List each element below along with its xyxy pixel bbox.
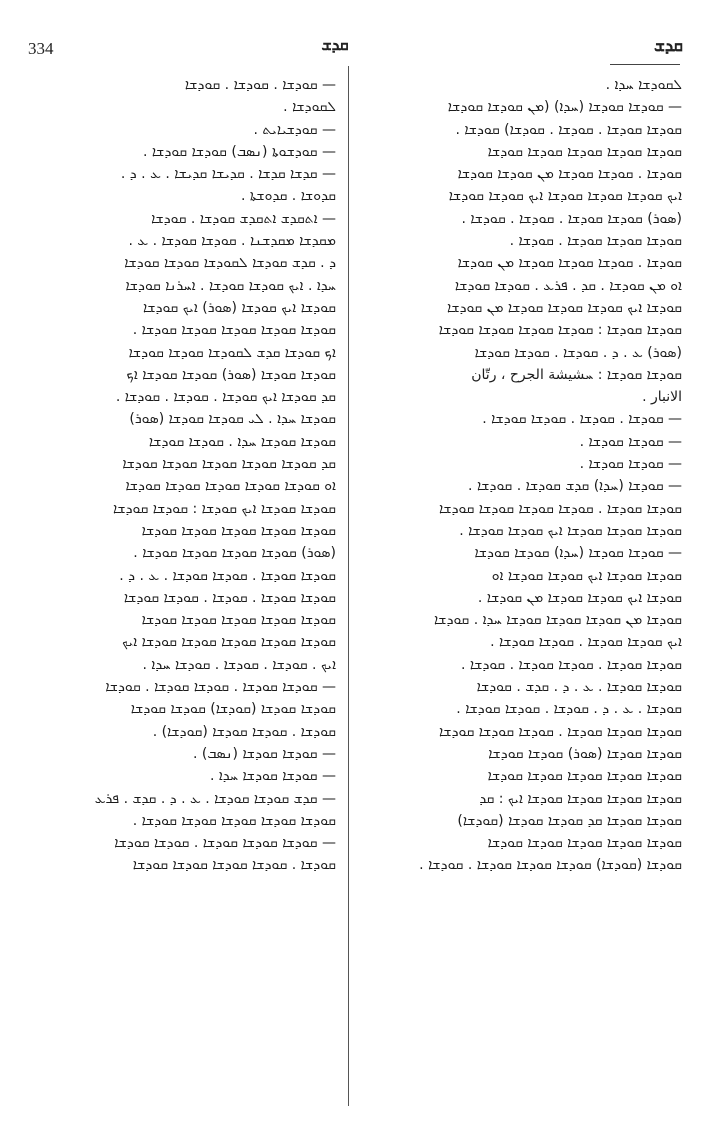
entry-line: ܩܘܕܫܐ ܩܘܕܫܐ ܩܘܕܫܐ ܐܝܟ ܩܘܕܫܐ ܩܘܕܫܐ . — [459, 522, 682, 539]
entry-line: ܩܘܕܫܐ ܩܘܕܫܐ (ܣܘܪ) ܩܘܕܫܐ ܩܘܕܫܐ ܐܟ — [126, 366, 336, 383]
entry-line: ܠܩܘܕܫܐ ܚܕܐ . — [605, 77, 682, 93]
entry-line: ܩܘܕܫܐ ܩܘܕܫܐ ܩܘܕܫܐ ܩܘܕܫܐ ܩܘܕܫܐ . — [132, 812, 336, 829]
column-divider — [348, 66, 349, 1106]
entry-line: — ܩܘܕܫܐ (ܚܕܐ) ܩܕܫ ܩܘܕܫܐ . ܩܘܕܫܐ . — [468, 478, 682, 495]
entry-line: ܩܘܕܫܐ ܩܘܕܫܐ ܩܘܕܫܐ ܩܘܕܫܐ ܩܘܕܫܐ — [487, 143, 682, 160]
entry-line: ܩܘܕܫܐ ܩܘܕܫܐ . ܩܘܕܫܐ . ܩܘܕܫܐ) ܩܘܕܫܐ . — [455, 121, 682, 138]
entry-line: ܐܝܟ ܩܘܕܫܐ ܩܘܕܫܐ ܩܘܕܫܐ ܐܝܟ ܩܘܕܫܐ ܩܘܕܫܐ — [448, 188, 682, 205]
entry-line: ܩܘܕܫܐ ܩܘܕܫܐ ܩܘܕܫܐ ܩܘܕܫܐ ܐܝܟ : ܩܕ — [479, 790, 682, 807]
entry-line: ܩܘܕܫܐ ܩܘܕܫܐ : ܚشيشة الجرح ، رتّان — [471, 366, 682, 383]
entry-line: ܐܝܟ ܩܘܕܫܐ ܩܘܕܫܐ . ܩܘܕܫܐ ܩܘܕܫܐ . — [490, 634, 682, 651]
entry-line: — ܩܘܕܫܐ ܩܘܕܫܐ (ܢܣܒ) . — [192, 745, 336, 762]
entry-line: الانبار . — [642, 389, 682, 406]
entry-line: — ܩܘܕܫܐ ܩܘܕܫܐ ܩܘܕܫܐ . ܩܘܕܫܐ ܩܘܕܫܐ — [114, 835, 336, 852]
entry-line: ܩܘܕܫܐ ܩܘܕܫܐ ܐܝܟ ܩܘܕܫܐ : ܩܘܕܫܐ ܩܘܕܫܐ — [113, 500, 336, 517]
entry-line: ܩܘܕܫܐ ܩܘܕܫܐ . ܩܘܕܫܐ ܩܘܕܫܐ ܩܘܕܫܐ ܩܘܕܫܐ — [439, 500, 682, 517]
entry-line: ܐܝܟ . ܩܘܕܫܐ . ܩܘܕܫܐ . ܩܘܕܫܐ ܚܕܐ . — [142, 656, 336, 673]
entry-line: — ܩܘܕܫܘܬܐ (ܢܣܒ) ܩܘܕܫܐ ܩܘܕܫܐ . — [142, 143, 336, 160]
entry-line: ܩܘܕܫܐ ܐܝܟ ܩܘܕܫܐ ܩܘܕܫܐ ܩܘܕܫܐ ܡܢ ܩܘܕܫܐ — [446, 299, 682, 316]
entry-line: ܩܘܕܫܐ . ܥ . ܕ . ܩܘܕܫܐ . ܩܘܕܫܐ ܩܘܕܫܐ . — [456, 701, 682, 718]
entry-line: ܩܕ ܩܘܕܫܐ ܐܝܟ ܩܘܕܫܐ . ܩܘܕܫܐ . ܩܘܕܫܐ . — [115, 389, 336, 406]
entry-line: ܐܘ ܩܘܕܫܐ ܩܘܕܫܐ ܩܘܕܫܐ ܩܘܕܫܐ ܩܘܕܫܐ — [125, 478, 336, 495]
entry-line: ܩܘܕܫܐ ܩܘܕܫܐ (ܣܘܪ) ܩܘܕܫܐ ܩܘܕܫܐ — [488, 745, 682, 762]
entry-line: ܩܘܕܫܐ ܩܘܕܫܐ ܩܘܕܫܐ . ܩܘܕܫܐ . — [509, 233, 682, 250]
entry-line: ܩܘܕܫܐ ܚܕܐ . ܠܝ ܩܘܕܫܐ ܩܘܕܫܐ (ܣܘܪ) — [129, 411, 336, 428]
entry-line: ܩܘܕܫܐ . ܩܘܕܫܐ ܩܘܕܫܐ ܡܢ ܩܘܕܫܐ ܩܘܕܫܐ — [457, 166, 682, 183]
entry-line: ܩܘܕܫܐ ܩܘܕܫܐ ܩܘܕܫܐ ܩܘܕܫܐ ܩܘܕܫܐ — [487, 768, 682, 785]
entry-line: ܩܘܕܫܐ ܩܘܕܫܐ . ܩܘܕܫܐ ܩܘܕܫܐ . ܥ . ܕ . — [119, 567, 336, 584]
entry-line: — ܩܘܕܫܐ ܩܘܕܫܐ . ܩܘܕܫܐ ܩܘܕܫܐ . ܩܘܕܫܐ — [105, 679, 336, 696]
entry-line: — ܐܬܩܕܫ ܐܬܩܕܫ ܩܘܕܫܐ . ܩܘܕܫܐ — [151, 210, 336, 227]
entry-line: — ܩܘܕܫܐ . ܩܘܕܫܐ . ܩܘܕܫܐ ܩܘܕܫܐ . — [482, 411, 682, 428]
left-column — [28, 74, 336, 877]
entry-line: ܩܘܕܫܐ ܩܘܕܫܐ ܩܕ ܩܘܕܫܐ ܩܘܕܫܐ (ܩܘܕܫܐ) — [457, 812, 682, 829]
entry-line: ܩܘܕܫܐ ܡܢ ܩܘܕܫܐ ܩܘܕܫܐ ܩܘܕܫܐ ܚܕܐ . ܩܘܕܫܐ — [433, 612, 682, 629]
entry-line: — ܩܕܫܐ ܩܕܫܐ . ܩܕܝܫܐ ܩܕܝܫܐ . ܥ . ܕ . — [120, 166, 336, 183]
entry-line: ܩܘܕܫܐ . ܩܘܕܫܐ ܩܘܕܫܐ ܩܘܕܫܐ ܡܢ ܩܘܕܫܐ — [457, 255, 682, 272]
entry-line: — ܩܘܕܫܐ . ܩܘܕܫܐ . ܩܘܕܫܐ — [184, 77, 336, 93]
entry-line: ܩܕܘܫܐ . ܩܕܘܫܬܐ . — [240, 188, 336, 205]
entry-line: ܩܘܕܫܐ ܐܝܟ ܩܘܕܫܐ (ܣܘܪ) ܐܝܟ ܩܘܕܫܐ — [142, 299, 336, 316]
right-column — [360, 74, 682, 877]
entry-line: ܩܘܕܫܐ ܩܘܕܫܐ . ܥ . ܕ . ܩܕܫ . ܩܘܕܫܐ — [476, 679, 682, 696]
entry-line: ܩܘܕܫܐ ܩܘܕܫܐ ܩܘܕܫܐ ܩܘܕܫܐ ܩܘܕܫܐ . — [132, 322, 336, 339]
entry-line: ܩܘܕܫܐ ܩܘܕܫܐ . ܩܘܕܫܐ . ܩܘܕܫܐ ܩܘܕܫܐ — [123, 589, 336, 606]
entry-line: ܩܕ ܩܘܕܫܐ ܩܘܕܫܐ ܩܘܕܫܐ ܩܘܕܫܐ ܩܘܕܫܐ — [122, 456, 336, 473]
entry-line: ܩܘܕܫܐ (ܩܘܕܫܐ) ܩܘܕܫܐ ܩܘܕܫܐ ܩܘܕܫܐ . ܩܘܕܫܐ . — [419, 857, 682, 874]
entry-line: — ܩܘܕܫܐ ܩܘܕܫܐ . — [579, 433, 682, 450]
entry-line: ܐܟ ܩܘܕܫܐ ܩܕܫ ܠܩܘܕܫܐ ܩܘܕܫܐ ܩܘܕܫܐ — [128, 344, 336, 361]
header-rule — [610, 64, 680, 65]
entry-line: (ܣܘܪ) ܩܘܕܫܐ ܩܘܕܫܐ ܩܘܕܫܐ ܩܘܕܫܐ . — [133, 545, 336, 562]
entry-line: ܩܘܕܫܐ ܩܘܕܫܐ . ܩܘܕܫܐ ܩܘܕܫܐ . ܩܘܕܫܐ . — [460, 656, 682, 673]
entry-line: ܠܩܘܕܫܐ . — [283, 99, 336, 116]
entry-line: ܩܘܕܫܐ ܐܝܟ ܩܘܕܫܐ ܩܘܕܫܐ ܡܢ ܩܘܕܫܐ . — [477, 589, 682, 606]
entry-line: ܕ . ܩܕܫ ܩܘܕܫܐ ܠܩܘܕܫܐ ܩܘܕܫܐ ܩܘܕܫܐ — [124, 255, 336, 272]
running-head: ܩܕܫ — [653, 36, 683, 56]
entry-line: ܩܘܕܫܐ ܩܘܕܫܐ ܚܕܐ . ܩܘܕܫܐ ܩܘܕܫܐ — [148, 433, 336, 450]
entry-line: — ܩܘܕܫܐ ܩܘܕܫܐ . — [579, 456, 682, 473]
center-head: ܩܕܫ — [321, 35, 349, 54]
entry-line: — ܩܘܕܫܐ ܩܘܕܫܐ (ܚܕܐ) (ܡܢ ܩܘܕܫܐ ܩܘܕܫܐ — [447, 99, 682, 116]
entry-line: — ܩܘܕܫܝܐܝܬ . — [253, 121, 336, 138]
entry-line: (ܣܘܪ) ܩܘܕܫܐ ܩܘܕܫܐ . ܩܘܕܫܐ . ܩܘܕܫܐ . — [461, 210, 682, 227]
entry-line: (ܣܘܪ) ܥ . ܕ . ܩܘܕܫܐ . ܩܘܕܫܐ ܩܘܕܫܐ — [474, 344, 682, 361]
entry-line: ܩܘܕܫܐ ܩܘܕܫܐ ܩܘܕܫܐ ܩܘܕܫܐ ܩܘܕܫܐ — [141, 612, 336, 629]
entry-line: ܩܘܕܫܐ . ܩܘܕܫܐ ܩܘܕܫܐ ܩܘܕܫܐ ܩܘܕܫܐ — [132, 857, 336, 874]
entry-line: — ܩܘܕܫܐ ܩܘܕܫܐ ܚܕܐ . — [209, 768, 336, 785]
page-number: 334 — [28, 39, 54, 58]
entry-line: ܩܘܕܫܐ . ܩܘܕܫܐ ܩܘܕܫܐ (ܩܘܕܫܐ) . — [152, 723, 336, 740]
entry-line: ܩܘܕܫܐ ܩܘܕܫܐ ܩܘܕܫܐ ܩܘܕܫܐ ܩܘܕܫܐ ܐܝܟ — [122, 634, 336, 651]
entry-line: ܩܘܕܫܐ ܩܘܕܫܐ : ܩܘܕܫܐ ܩܘܕܫܐ ܩܘܕܫܐ ܩܘܕܫܐ — [438, 322, 682, 339]
entry-line: ܩܘܕܫܐ ܩܘܕܫܐ ܩܘܕܫܐ ܩܘܕܫܐ ܩܘܕܫܐ — [487, 835, 682, 852]
entry-line: ܩܘܕܫܐ ܩܘܕܫܐ (ܩܘܕܫܐ) ܩܘܕܫܐ ܩܘܕܫܐ — [130, 701, 336, 718]
entry-line: — ܩܘܕܫܐ ܩܘܕܫܐ (ܚܕܐ) ܩܘܕܫܐ ܩܘܕܫܐ — [474, 545, 682, 562]
entry-line: ܡܩܕܫܐ ܡܩܕܫܢܐ . ܩܘܕܫܐ ܩܘܕܫܐ . ܥ . — [128, 233, 336, 250]
entry-line: — ܩܕܫ ܩܘܕܫܐ ܩܘܕܫܐ . ܥ . ܕ . ܩܕܫ . ܦܪܥ — [94, 790, 336, 807]
entry-line: ܩܘܕܫܐ ܩܘܕܫܐ ܩܘܕܫܐ . ܩܘܕܫܐ ܩܘܕܫܐ ܩܘܕܫܐ — [439, 723, 682, 740]
entry-line: ܐܘ ܡܢ ܩܘܕܫܐ . ܩܕ . ܦܪܥ . ܩܘܕܫܐ ܩܘܕܫܐ — [454, 277, 682, 294]
entry-line: ܩܘܕܫܐ ܩܘܕܫܐ ܐܝܟ ܩܘܕܫܐ ܩܘܕܫܐ ܐܘ — [491, 567, 682, 584]
entry-line: ܚܕܐ . ܐܝܟ ܩܘܕܫܐ ܩܘܕܫܐ . ܐܚܪܢܐ ܩܘܕܫܐ — [125, 277, 336, 294]
entry-line: ܩܘܕܫܐ ܩܘܕܫܐ ܩܘܕܫܐ ܩܘܕܫܐ ܩܘܕܫܐ — [141, 522, 336, 539]
